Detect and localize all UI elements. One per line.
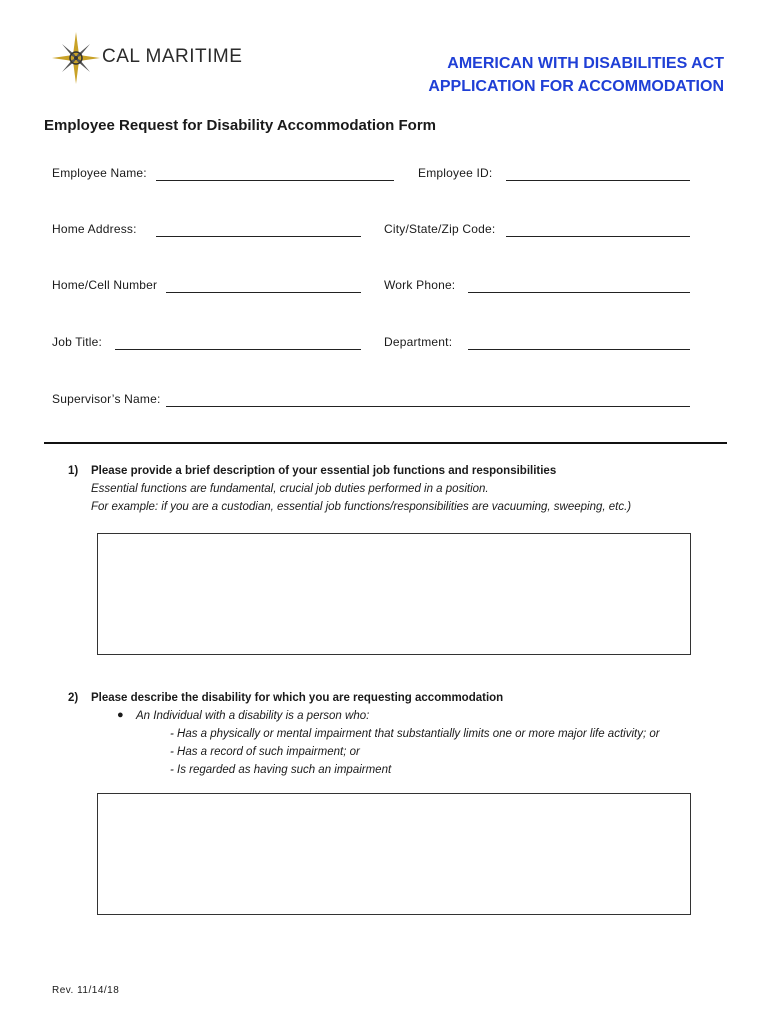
job-title-label: Job Title:: [52, 335, 103, 349]
city-state-zip-field[interactable]: [506, 236, 690, 237]
job-title-field[interactable]: [115, 349, 361, 350]
compass-star-icon: [50, 30, 102, 86]
logo-wordmark: CAL MARITIME: [102, 46, 243, 67]
home-cell-label: Home/Cell Number: [52, 278, 158, 292]
document-title: [428, 52, 724, 98]
form-title: Employee Request for Disability Accommodation Form: [44, 117, 437, 134]
title-line-2: APPLICATION FOR ACCOMMODATION: [428, 78, 724, 95]
employee-id-field[interactable]: [506, 180, 690, 181]
question-2-bullet: An Individual with a disability is a person who:: [136, 710, 370, 722]
question-2-number: 2): [68, 692, 79, 704]
job-functions-textbox[interactable]: [97, 533, 691, 655]
question-1-number: 1): [68, 465, 79, 477]
employee-id-label: Employee ID:: [418, 166, 493, 180]
question-1-note-2: For example: if you are a custodian, essential job functions/responsibilities are vacuuming, sweeping, etc.): [91, 501, 632, 513]
home-address-label: Home Address:: [52, 222, 137, 236]
department-field[interactable]: [468, 349, 690, 350]
question-2-criteria-1: - Has a physically or mental impairment that substantially limits one or more major life activity; or: [170, 728, 660, 740]
employee-name-label: Employee Name:: [52, 166, 147, 180]
work-phone-field[interactable]: [468, 292, 690, 293]
question-2-heading: Please describe the disability for which you are requesting accommodation: [91, 692, 504, 704]
revision-date: Rev. 11/14/18: [52, 985, 120, 996]
department-label: Department:: [384, 335, 453, 349]
question-2-criteria-3: - Is regarded as having such an impairment: [170, 764, 392, 776]
question-1-note-1: Essential functions are fundamental, crucial job duties performed in a position.: [91, 483, 489, 495]
question-1-heading: Please provide a brief description of your essential job functions and responsibilities: [91, 465, 557, 477]
section-divider: [44, 442, 727, 444]
bullet-icon: ●: [117, 709, 124, 721]
disability-description-textbox[interactable]: [97, 793, 691, 915]
supervisor-name-field[interactable]: [166, 406, 690, 407]
employee-name-field[interactable]: [156, 180, 394, 181]
home-cell-field[interactable]: [166, 292, 361, 293]
supervisor-name-label: Supervisor’s Name:: [52, 392, 161, 406]
work-phone-label: Work Phone:: [384, 278, 456, 292]
city-state-zip-label: City/State/Zip Code:: [384, 222, 496, 236]
home-address-field[interactable]: [156, 236, 361, 237]
title-line-1: AMERICAN WITH DISABILITIES ACT: [447, 55, 724, 72]
question-2-criteria-2: - Has a record of such impairment; or: [170, 746, 360, 758]
